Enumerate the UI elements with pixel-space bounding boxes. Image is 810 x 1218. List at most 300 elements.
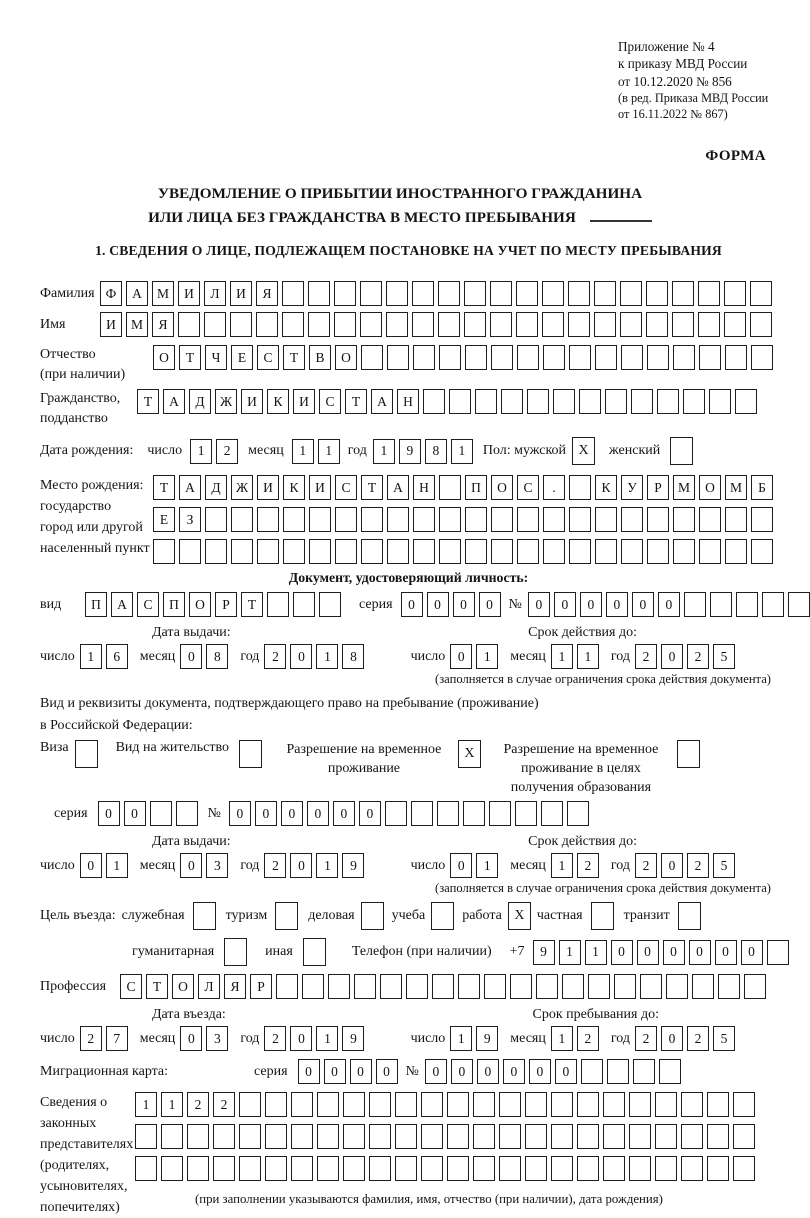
char-cell[interactable]: Я <box>152 312 174 337</box>
char-cell[interactable] <box>631 389 653 414</box>
char-cell[interactable] <box>491 539 513 564</box>
char-cell[interactable] <box>291 1124 313 1149</box>
char-cell[interactable] <box>265 1156 287 1181</box>
char-cell[interactable] <box>733 1092 755 1117</box>
char-cell[interactable] <box>439 539 461 564</box>
char-cell[interactable] <box>361 345 383 370</box>
char-cell[interactable]: Р <box>647 475 669 500</box>
char-cell[interactable]: 0 <box>450 853 472 878</box>
char-cell[interactable]: 3 <box>206 1026 228 1051</box>
char-cell[interactable]: А <box>111 592 133 617</box>
char-cell[interactable] <box>762 592 784 617</box>
char-cell[interactable] <box>334 312 356 337</box>
char-cell[interactable]: 2 <box>187 1092 209 1117</box>
char-cell[interactable]: 1 <box>80 644 102 669</box>
char-cell[interactable]: О <box>699 475 721 500</box>
char-cell[interactable] <box>709 389 731 414</box>
char-cell[interactable] <box>176 801 198 826</box>
char-cell[interactable]: Р <box>250 974 272 999</box>
char-cell[interactable] <box>449 389 471 414</box>
char-cell[interactable] <box>413 507 435 532</box>
purpose-study-checkbox[interactable] <box>431 902 454 930</box>
char-cell[interactable] <box>525 1124 547 1149</box>
char-cell[interactable] <box>161 1156 183 1181</box>
char-cell[interactable]: С <box>319 389 341 414</box>
char-cell[interactable] <box>647 507 669 532</box>
char-cell[interactable] <box>464 312 486 337</box>
char-cell[interactable]: З <box>179 507 201 532</box>
char-cell[interactable]: М <box>725 475 747 500</box>
char-cell[interactable] <box>490 281 512 306</box>
char-cell[interactable]: 2 <box>687 853 709 878</box>
char-cell[interactable] <box>647 539 669 564</box>
char-cell[interactable] <box>698 312 720 337</box>
char-cell[interactable] <box>239 1156 261 1181</box>
char-cell[interactable]: 0 <box>290 1026 312 1051</box>
char-cell[interactable] <box>276 974 298 999</box>
char-cell[interactable] <box>684 592 706 617</box>
char-cell[interactable] <box>594 312 616 337</box>
char-cell[interactable] <box>413 539 435 564</box>
char-cell[interactable] <box>672 312 694 337</box>
char-cell[interactable] <box>620 281 642 306</box>
char-cell[interactable] <box>385 801 407 826</box>
char-cell[interactable]: 2 <box>577 853 599 878</box>
char-cell[interactable] <box>577 1156 599 1181</box>
char-cell[interactable]: 0 <box>689 940 711 965</box>
char-cell[interactable] <box>421 1124 443 1149</box>
char-cell[interactable]: Т <box>361 475 383 500</box>
char-cell[interactable] <box>328 974 350 999</box>
char-cell[interactable]: 1 <box>316 1026 338 1051</box>
char-cell[interactable]: А <box>126 281 148 306</box>
char-cell[interactable]: У <box>621 475 643 500</box>
char-cell[interactable] <box>265 1092 287 1117</box>
char-cell[interactable] <box>499 1092 521 1117</box>
char-cell[interactable] <box>387 345 409 370</box>
char-cell[interactable]: 2 <box>635 1026 657 1051</box>
char-cell[interactable]: А <box>179 475 201 500</box>
char-cell[interactable] <box>447 1156 469 1181</box>
char-cell[interactable] <box>473 1124 495 1149</box>
char-cell[interactable]: 0 <box>554 592 576 617</box>
char-cell[interactable] <box>499 1124 521 1149</box>
char-cell[interactable] <box>354 974 376 999</box>
char-cell[interactable] <box>135 1156 157 1181</box>
char-cell[interactable] <box>317 1092 339 1117</box>
char-cell[interactable] <box>569 539 591 564</box>
char-cell[interactable]: 1 <box>161 1092 183 1117</box>
char-cell[interactable]: 1 <box>551 853 573 878</box>
purpose-other-checkbox[interactable] <box>303 938 326 966</box>
char-cell[interactable]: 0 <box>401 592 423 617</box>
char-cell[interactable]: И <box>293 389 315 414</box>
char-cell[interactable] <box>536 974 558 999</box>
char-cell[interactable]: 0 <box>661 1026 683 1051</box>
temp-residence-education-checkbox[interactable] <box>677 740 700 768</box>
char-cell[interactable]: 0 <box>333 801 355 826</box>
purpose-work-checkbox[interactable]: X <box>508 902 531 930</box>
char-cell[interactable] <box>517 539 539 564</box>
char-cell[interactable] <box>361 507 383 532</box>
char-cell[interactable] <box>655 1156 677 1181</box>
char-cell[interactable] <box>473 1156 495 1181</box>
char-cell[interactable]: 0 <box>98 801 120 826</box>
char-cell[interactable] <box>595 539 617 564</box>
purpose-private-checkbox[interactable] <box>591 902 614 930</box>
char-cell[interactable]: Ж <box>231 475 253 500</box>
char-cell[interactable]: И <box>178 281 200 306</box>
char-cell[interactable] <box>718 974 740 999</box>
char-cell[interactable] <box>239 1092 261 1117</box>
char-cell[interactable]: М <box>673 475 695 500</box>
temp-residence-checkbox[interactable]: X <box>458 740 481 768</box>
char-cell[interactable] <box>213 1156 235 1181</box>
char-cell[interactable] <box>343 1092 365 1117</box>
char-cell[interactable]: 0 <box>180 644 202 669</box>
char-cell[interactable] <box>640 974 662 999</box>
char-cell[interactable] <box>577 1092 599 1117</box>
char-cell[interactable] <box>282 312 304 337</box>
char-cell[interactable] <box>412 312 434 337</box>
char-cell[interactable]: П <box>85 592 107 617</box>
char-cell[interactable] <box>205 507 227 532</box>
char-cell[interactable] <box>605 389 627 414</box>
char-cell[interactable] <box>733 1124 755 1149</box>
char-cell[interactable]: 0 <box>427 592 449 617</box>
char-cell[interactable] <box>603 1092 625 1117</box>
char-cell[interactable] <box>499 1156 521 1181</box>
char-cell[interactable]: 0 <box>307 801 329 826</box>
char-cell[interactable] <box>767 940 789 965</box>
char-cell[interactable]: П <box>163 592 185 617</box>
char-cell[interactable]: 0 <box>663 940 685 965</box>
char-cell[interactable] <box>551 1092 573 1117</box>
char-cell[interactable] <box>447 1092 469 1117</box>
char-cell[interactable] <box>577 1124 599 1149</box>
char-cell[interactable] <box>724 281 746 306</box>
char-cell[interactable]: А <box>163 389 185 414</box>
char-cell[interactable]: 0 <box>350 1059 372 1084</box>
char-cell[interactable] <box>231 539 253 564</box>
char-cell[interactable] <box>517 345 539 370</box>
char-cell[interactable] <box>655 1124 677 1149</box>
char-cell[interactable] <box>239 1124 261 1149</box>
char-cell[interactable]: 0 <box>124 801 146 826</box>
char-cell[interactable]: 1 <box>318 439 340 464</box>
char-cell[interactable] <box>439 507 461 532</box>
char-cell[interactable]: Н <box>397 389 419 414</box>
char-cell[interactable] <box>607 1059 629 1084</box>
char-cell[interactable]: 0 <box>425 1059 447 1084</box>
char-cell[interactable]: К <box>595 475 617 500</box>
char-cell[interactable] <box>135 1124 157 1149</box>
char-cell[interactable] <box>681 1092 703 1117</box>
char-cell[interactable] <box>387 539 409 564</box>
char-cell[interactable] <box>256 312 278 337</box>
char-cell[interactable]: А <box>387 475 409 500</box>
char-cell[interactable] <box>562 974 584 999</box>
char-cell[interactable] <box>406 974 428 999</box>
char-cell[interactable] <box>491 507 513 532</box>
char-cell[interactable] <box>699 539 721 564</box>
char-cell[interactable] <box>659 1059 681 1084</box>
purpose-business-checkbox[interactable] <box>361 902 384 930</box>
char-cell[interactable] <box>309 507 331 532</box>
char-cell[interactable] <box>369 1124 391 1149</box>
char-cell[interactable] <box>437 801 459 826</box>
char-cell[interactable] <box>230 312 252 337</box>
char-cell[interactable]: Т <box>241 592 263 617</box>
char-cell[interactable]: Ф <box>100 281 122 306</box>
char-cell[interactable] <box>527 389 549 414</box>
char-cell[interactable] <box>525 1156 547 1181</box>
char-cell[interactable] <box>736 592 758 617</box>
char-cell[interactable] <box>620 312 642 337</box>
char-cell[interactable] <box>205 539 227 564</box>
char-cell[interactable] <box>335 507 357 532</box>
char-cell[interactable] <box>724 312 746 337</box>
char-cell[interactable]: К <box>267 389 289 414</box>
char-cell[interactable] <box>265 1124 287 1149</box>
char-cell[interactable]: Т <box>137 389 159 414</box>
char-cell[interactable] <box>335 539 357 564</box>
char-cell[interactable] <box>788 592 810 617</box>
char-cell[interactable] <box>386 312 408 337</box>
char-cell[interactable] <box>692 974 714 999</box>
char-cell[interactable] <box>150 801 172 826</box>
char-cell[interactable] <box>411 801 433 826</box>
char-cell[interactable]: Д <box>205 475 227 500</box>
char-cell[interactable]: 1 <box>106 853 128 878</box>
char-cell[interactable]: 0 <box>715 940 737 965</box>
char-cell[interactable] <box>621 539 643 564</box>
char-cell[interactable] <box>465 345 487 370</box>
char-cell[interactable] <box>707 1124 729 1149</box>
char-cell[interactable] <box>501 389 523 414</box>
char-cell[interactable] <box>603 1124 625 1149</box>
char-cell[interactable] <box>629 1092 651 1117</box>
char-cell[interactable]: 1 <box>551 1026 573 1051</box>
char-cell[interactable] <box>317 1124 339 1149</box>
char-cell[interactable] <box>510 974 532 999</box>
char-cell[interactable]: 1 <box>551 644 573 669</box>
char-cell[interactable]: 2 <box>216 439 238 464</box>
char-cell[interactable] <box>579 389 601 414</box>
char-cell[interactable] <box>317 1156 339 1181</box>
char-cell[interactable]: 9 <box>533 940 555 965</box>
char-cell[interactable] <box>386 281 408 306</box>
char-cell[interactable] <box>517 507 539 532</box>
char-cell[interactable]: С <box>517 475 539 500</box>
char-cell[interactable] <box>475 389 497 414</box>
char-cell[interactable] <box>465 507 487 532</box>
char-cell[interactable]: 1 <box>316 853 338 878</box>
char-cell[interactable]: 0 <box>453 592 475 617</box>
char-cell[interactable]: Т <box>283 345 305 370</box>
char-cell[interactable]: 8 <box>206 644 228 669</box>
char-cell[interactable] <box>516 312 538 337</box>
char-cell[interactable] <box>567 801 589 826</box>
char-cell[interactable] <box>178 312 200 337</box>
char-cell[interactable]: Т <box>179 345 201 370</box>
char-cell[interactable] <box>343 1124 365 1149</box>
char-cell[interactable]: 0 <box>451 1059 473 1084</box>
char-cell[interactable]: О <box>172 974 194 999</box>
char-cell[interactable]: 0 <box>637 940 659 965</box>
char-cell[interactable] <box>491 345 513 370</box>
char-cell[interactable]: 0 <box>180 853 202 878</box>
char-cell[interactable] <box>751 539 773 564</box>
char-cell[interactable]: 7 <box>106 1026 128 1051</box>
char-cell[interactable]: С <box>120 974 142 999</box>
char-cell[interactable]: 0 <box>281 801 303 826</box>
char-cell[interactable]: Т <box>146 974 168 999</box>
char-cell[interactable] <box>541 801 563 826</box>
char-cell[interactable]: И <box>100 312 122 337</box>
char-cell[interactable] <box>744 974 766 999</box>
char-cell[interactable]: 9 <box>399 439 421 464</box>
char-cell[interactable] <box>490 312 512 337</box>
char-cell[interactable] <box>698 281 720 306</box>
char-cell[interactable]: 1 <box>476 853 498 878</box>
char-cell[interactable]: 0 <box>529 1059 551 1084</box>
char-cell[interactable] <box>621 507 643 532</box>
char-cell[interactable] <box>458 974 480 999</box>
char-cell[interactable]: 0 <box>255 801 277 826</box>
char-cell[interactable] <box>551 1156 573 1181</box>
char-cell[interactable] <box>464 281 486 306</box>
char-cell[interactable] <box>360 312 382 337</box>
char-cell[interactable]: Ж <box>215 389 237 414</box>
char-cell[interactable]: 0 <box>376 1059 398 1084</box>
char-cell[interactable] <box>257 507 279 532</box>
char-cell[interactable] <box>421 1092 443 1117</box>
char-cell[interactable] <box>395 1156 417 1181</box>
char-cell[interactable]: 1 <box>373 439 395 464</box>
char-cell[interactable]: 0 <box>661 644 683 669</box>
char-cell[interactable]: 2 <box>264 853 286 878</box>
char-cell[interactable] <box>633 1059 655 1084</box>
char-cell[interactable]: С <box>335 475 357 500</box>
char-cell[interactable] <box>699 345 721 370</box>
char-cell[interactable] <box>204 312 226 337</box>
char-cell[interactable] <box>725 345 747 370</box>
char-cell[interactable]: Е <box>153 507 175 532</box>
char-cell[interactable]: К <box>283 475 305 500</box>
char-cell[interactable]: М <box>152 281 174 306</box>
char-cell[interactable] <box>751 345 773 370</box>
char-cell[interactable]: 0 <box>606 592 628 617</box>
char-cell[interactable]: 1 <box>190 439 212 464</box>
char-cell[interactable] <box>725 539 747 564</box>
char-cell[interactable] <box>699 507 721 532</box>
char-cell[interactable]: 0 <box>658 592 680 617</box>
char-cell[interactable] <box>614 974 636 999</box>
char-cell[interactable] <box>153 539 175 564</box>
char-cell[interactable]: 9 <box>476 1026 498 1051</box>
char-cell[interactable] <box>725 507 747 532</box>
char-cell[interactable]: О <box>153 345 175 370</box>
char-cell[interactable]: 0 <box>477 1059 499 1084</box>
char-cell[interactable] <box>543 539 565 564</box>
char-cell[interactable]: 1 <box>559 940 581 965</box>
char-cell[interactable] <box>568 312 590 337</box>
char-cell[interactable] <box>647 345 669 370</box>
char-cell[interactable]: 0 <box>359 801 381 826</box>
char-cell[interactable]: 2 <box>635 853 657 878</box>
char-cell[interactable]: И <box>257 475 279 500</box>
char-cell[interactable]: С <box>137 592 159 617</box>
char-cell[interactable] <box>489 801 511 826</box>
char-cell[interactable] <box>283 539 305 564</box>
char-cell[interactable] <box>707 1092 729 1117</box>
char-cell[interactable] <box>553 389 575 414</box>
char-cell[interactable]: Е <box>231 345 253 370</box>
char-cell[interactable] <box>525 1092 547 1117</box>
char-cell[interactable]: 1 <box>585 940 607 965</box>
char-cell[interactable] <box>432 974 454 999</box>
char-cell[interactable]: 5 <box>713 644 735 669</box>
char-cell[interactable]: 0 <box>324 1059 346 1084</box>
char-cell[interactable] <box>484 974 506 999</box>
char-cell[interactable]: 2 <box>264 644 286 669</box>
char-cell[interactable] <box>213 1124 235 1149</box>
char-cell[interactable]: Т <box>345 389 367 414</box>
char-cell[interactable] <box>750 312 772 337</box>
char-cell[interactable]: 2 <box>687 644 709 669</box>
char-cell[interactable] <box>293 592 315 617</box>
char-cell[interactable]: 6 <box>106 644 128 669</box>
char-cell[interactable] <box>343 1156 365 1181</box>
char-cell[interactable]: М <box>126 312 148 337</box>
char-cell[interactable]: 0 <box>555 1059 577 1084</box>
char-cell[interactable]: Н <box>413 475 435 500</box>
char-cell[interactable] <box>588 974 610 999</box>
char-cell[interactable]: 5 <box>713 1026 735 1051</box>
char-cell[interactable] <box>283 507 305 532</box>
char-cell[interactable]: 0 <box>632 592 654 617</box>
residence-permit-checkbox[interactable] <box>239 740 262 768</box>
char-cell[interactable]: 0 <box>229 801 251 826</box>
char-cell[interactable] <box>581 1059 603 1084</box>
char-cell[interactable] <box>673 507 695 532</box>
sex-male-checkbox[interactable]: X <box>572 437 595 465</box>
char-cell[interactable] <box>516 281 538 306</box>
char-cell[interactable]: 0 <box>80 853 102 878</box>
char-cell[interactable]: Р <box>215 592 237 617</box>
char-cell[interactable] <box>423 389 445 414</box>
char-cell[interactable] <box>439 475 461 500</box>
purpose-humanitarian-checkbox[interactable] <box>224 938 247 966</box>
char-cell[interactable] <box>413 345 435 370</box>
char-cell[interactable] <box>646 281 668 306</box>
char-cell[interactable] <box>395 1092 417 1117</box>
char-cell[interactable] <box>319 592 341 617</box>
char-cell[interactable] <box>361 539 383 564</box>
char-cell[interactable] <box>282 281 304 306</box>
char-cell[interactable] <box>380 974 402 999</box>
char-cell[interactable] <box>447 1124 469 1149</box>
char-cell[interactable] <box>187 1156 209 1181</box>
char-cell[interactable]: 2 <box>687 1026 709 1051</box>
char-cell[interactable] <box>735 389 757 414</box>
char-cell[interactable]: 2 <box>577 1026 599 1051</box>
char-cell[interactable]: 2 <box>80 1026 102 1051</box>
char-cell[interactable]: 0 <box>450 644 472 669</box>
char-cell[interactable] <box>308 281 330 306</box>
char-cell[interactable] <box>569 507 591 532</box>
